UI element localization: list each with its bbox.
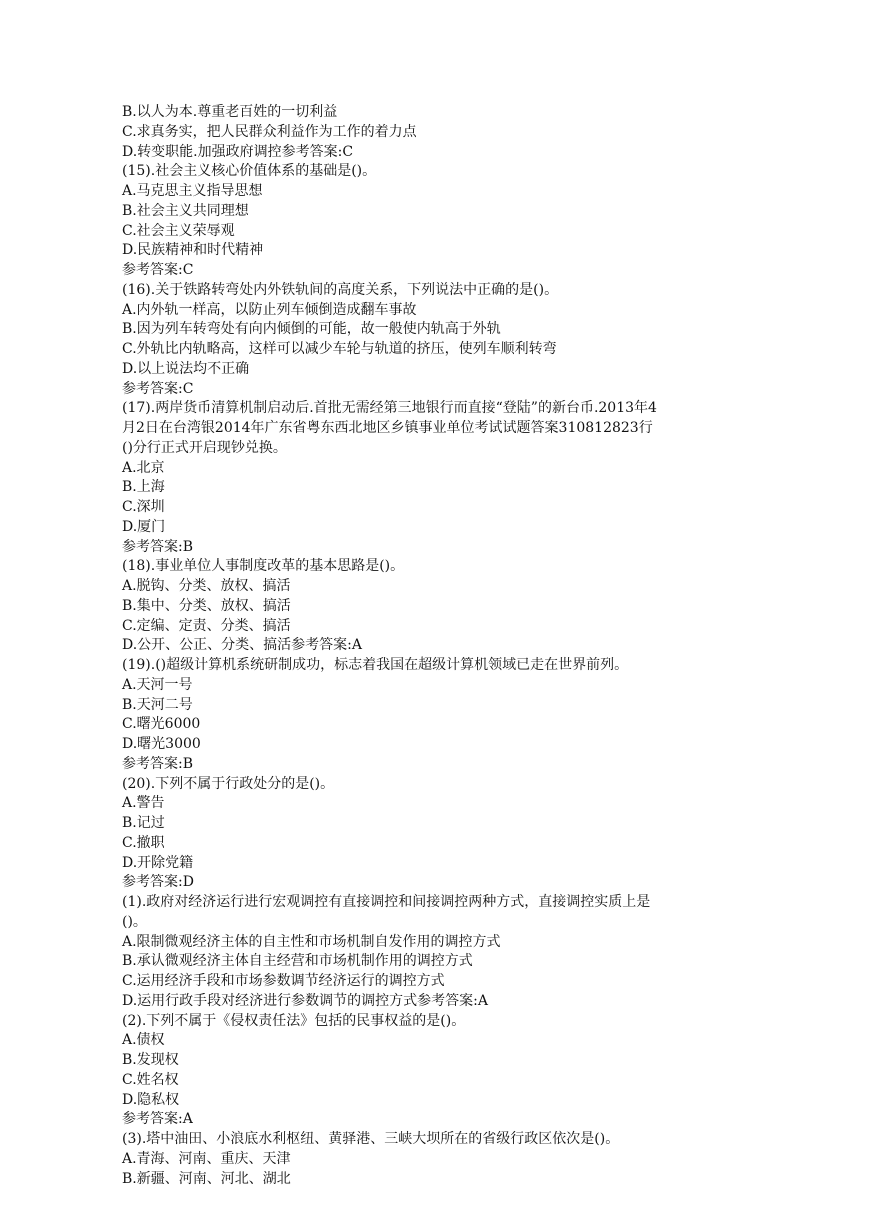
option-line: B.发现权 [122,1052,179,1068]
option-line: B.集中、分类、放权、搞活 [122,597,291,614]
option-line: B.社会主义共同理想 [122,202,249,219]
option-line: D.运用行政手段对经济进行参数调节的调控方式参考答案:A [122,992,489,1009]
question-line: (2).下列不属于《侵权责任法》包括的民事权益的是()。 [122,1012,466,1029]
question-line: ()分行正式开启现钞兑换。 [122,439,287,456]
option-line: D.公开、公正、分类、搞活参考答案:A [122,637,363,654]
question-line: (18).事业单位人事制度改革的基本思路是()。 [122,558,405,575]
option-line: C.外轨比内轨略高，这样可以减少车轮与轨道的挤压，使列车顺利转弯 [122,341,557,357]
question-line: (20).下列不属于行政处分的是()。 [122,775,335,792]
option-line: D.曙光3000 [122,736,201,752]
option-line: A.内外轨一样高，以防止列车倾倒造成翻车事故 [122,301,417,318]
answer-line: 参考答案:D [122,874,194,891]
option-line: A.债权 [122,1032,165,1049]
text-line: C.求真务实，把人民群众利益作为工作的着力点 [122,123,417,140]
option-line: A.警告 [122,795,165,812]
question-line: (1).政府对经济运行进行宏观调控有直接调控和间接调控两种方式，直接调控实质上是 [122,894,651,910]
option-line: C.社会主义荣辱观 [122,222,235,239]
option-line: B.记过 [122,815,165,831]
question-line: (16).关于铁路转弯处内外铁轨间的高度关系，下列说法中正确的是()。 [122,281,559,298]
text-line: D.转变职能.加强政府调控参考答案:C [122,143,354,160]
option-line: A.青海、河南、重庆、天津 [122,1150,291,1167]
question-line: 月2日在台湾银2014年广东省粤东西北地区乡镇事业单位考试试题答案310812823行 [122,420,653,436]
question-line: (15).社会主义核心价值体系的基础是()。 [122,163,377,180]
text-line: B.以人为本.尊重老百姓的一切利益 [122,104,338,120]
option-line: D.厦门 [122,518,166,535]
option-line: A.天河一号 [122,676,193,693]
answer-line: 参考答案:A [122,1111,193,1128]
option-line: C.姓名权 [122,1071,179,1088]
option-line: C.曙光6000 [122,716,201,733]
option-line: A.马克思主义指导思想 [122,183,263,199]
option-line: A.限制微观经济主体的自主性和市场机制自发作用的调控方式 [122,933,501,950]
option-line: D.以上说法均不正确 [122,360,250,377]
answer-line: 参考答案:C [122,380,194,397]
option-line: D.民族精神和时代精神 [122,242,264,259]
option-line: B.因为列车转弯处有向内倾倒的可能，故一般使内轨高于外轨 [122,321,501,338]
option-line: A.脱钩、分类、放权、搞活 [122,578,291,594]
option-line: C.定编、定责、分类、搞活 [122,617,291,634]
option-line: A.北京 [122,459,165,476]
option-line: B.承认微观经济主体自主经营和市场机制作用的调控方式 [122,953,473,970]
option-line: C.撤职 [122,834,165,851]
document-text-body [122,103,742,1189]
option-line: D.开除党籍 [122,854,194,871]
answer-line: 参考答案:B [122,538,194,555]
question-line: (19).()超级计算机系统研制成功，标志着我国在超级计算机领域已走在世界前列。 [122,657,629,673]
question-line: (3).塔中油田、小浪底水利枢纽、黄驿港、三峡大坝所在的省级行政区依次是()。 [122,1131,620,1147]
question-line: (17).两岸货币清算机制启动后.首批无需经第三地银行而直接“登陆”的新台币.2013年4 [122,400,657,417]
answer-line: 参考答案:C [122,262,194,278]
option-line: D.隐私权 [122,1091,180,1108]
question-line: ()。 [122,913,147,930]
option-line: C.深圳 [122,499,165,515]
option-line: C.运用经济手段和市场参数调节经济运行的调控方式 [122,973,445,989]
option-line: B.新疆、河南、河北、湖北 [122,1170,291,1187]
option-line: B.上海 [122,479,165,496]
option-line: B.天河二号 [122,696,193,713]
answer-line: 参考答案:B [122,755,194,772]
